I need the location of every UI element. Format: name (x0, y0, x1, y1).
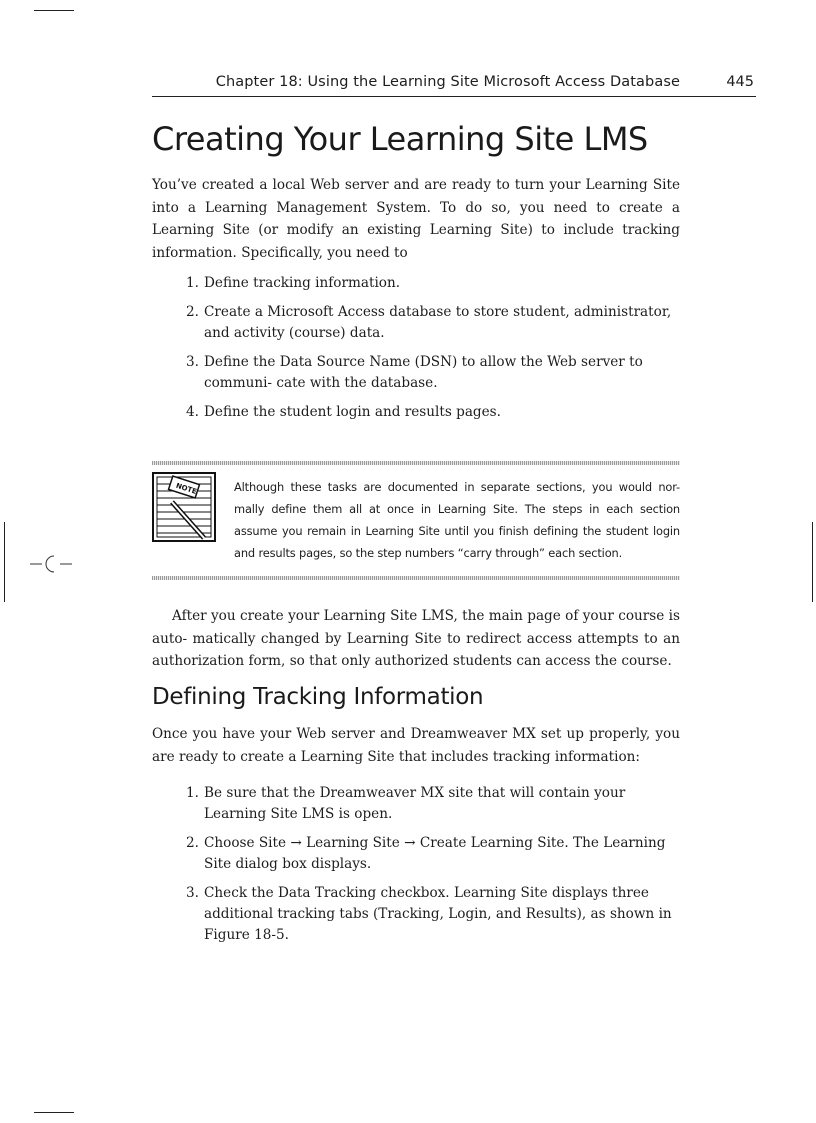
crop-mark-right (812, 522, 813, 602)
list-item: 1. Be sure that the Dreamweaver MX site that will contain your Learning Site LMS is open. (186, 785, 626, 822)
tracking-steps-list (152, 783, 680, 954)
section-heading: Defining Tracking Information (152, 684, 484, 710)
list-item: 2. Choose Site → Learning Site → Create Learning Site. The Learning Site dialog box displays. (186, 835, 666, 872)
note-top-rule (152, 461, 680, 465)
list-item: 3. Define the Data Source Name (DSN) to allow the Web server to communi- cate with the database. (186, 354, 643, 391)
running-head (152, 72, 756, 97)
page-title: Creating Your Learning Site LMS (152, 120, 648, 158)
list-item: 1. Define tracking information. (186, 275, 401, 291)
note-bottom-rule (152, 576, 680, 580)
intro-steps-list (152, 273, 680, 431)
list-item: 4. Define the student login and results pages. (186, 404, 501, 420)
svg-text:NOTE: NOTE (174, 481, 198, 496)
crop-mark-top-left (34, 10, 74, 11)
page-number: 445 (726, 74, 754, 90)
note-icon (152, 472, 216, 542)
section-intro-paragraph: Once you have your Web server and Dreamweaver MX set up properly, you are ready to create a Learning Site that includes tracking information: (152, 726, 680, 765)
crop-mark-left (4, 522, 5, 602)
chapter-title: Chapter 18: Using the Learning Site Microsoft Access Database (215, 74, 680, 90)
list-item: 3. Check the Data Tracking checkbox. Learning Site displays three additional tracking tabs (Tracking, Login, and Results), as shown in Figure 18-5. (186, 885, 672, 943)
note-text: Although these tasks are documented in separate sections, you would nor- mally define them all at once in Learning Site. The steps in each section assume you remain in Learning Site until you finish defining the student login and results pages, so the step numbers “carry through” each section. (234, 480, 680, 560)
crop-mark-bottom-left (34, 1112, 74, 1113)
registration-mark-icon (28, 552, 74, 576)
after-note-paragraph: After you create your Learning Site LMS, the main page of your course is auto- matically changed by Learning Site to redirect access attempts to an authorization form, so that only authorized students can access the course. (152, 608, 680, 669)
intro-paragraph: You’ve created a local Web server and are ready to turn your Learning Site into a Learning Management System. To do so, you need to create a Learning Site (or modify an existing Learning Site) to include tracking information. Specifically, you need to (152, 177, 680, 261)
list-item: 2. Create a Microsoft Access database to store student, administrator, and activity (course) data. (186, 304, 672, 341)
